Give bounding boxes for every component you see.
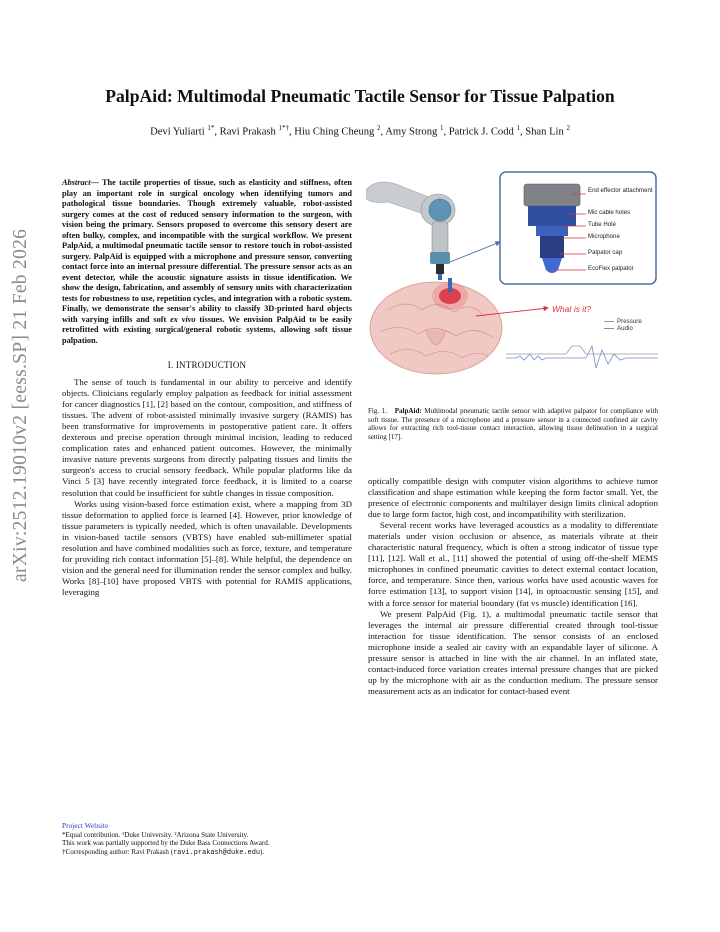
legend-swatch-audio: [604, 328, 614, 329]
figure-legend: Pressure Audio: [604, 318, 660, 340]
figure-question: What is it?: [552, 304, 592, 314]
section-heading-introduction: I. INTRODUCTION: [167, 360, 247, 370]
paragraph: The sense of touch is fundamental in our ability to perceive and identify objects. Clinicians regularly employ palpation as feedback for initial assessment for cancer diagnostics [1], [2] based on the contour, composition, and stiffness of tissues. The advent of robot-assisted minimally invasive surgery (RAMIS) has been transformative for improvements in postoperative patient care. It offers dexterous and precise operation through minimal incision, leading to reduced complication rates and enhanced patient outcomes. However, the minimally invasive nature prevents surgeons from directly palpating tissues and limits the surgeon's access to crucial sensory feedback. While popular platforms like da Vinci 5 [3] have recently integrated force feedback, it is limited to a coarse resolution that could be insufficient for subtle changes in tissue composition.: [62, 377, 352, 498]
right-column: [368, 476, 658, 697]
figure-label: Mic cable holes: [588, 209, 630, 216]
footnotes: Project Website *Equal contribution. ¹Duke University. ²Arizona State University. This work was partially supported by the Duke Bass Connections Award. †Corresponding author: Ravi Prakash (ravi.prakash@duke.edu).: [62, 822, 362, 857]
legend-swatch-pressure: [604, 321, 614, 322]
figure-1: [366, 170, 660, 402]
paper-title: PalpAid: Multimodal Pneumatic Tactile Sensor for Tissue Palpation: [105, 86, 615, 106]
paragraph: optically compatible design with computer vision algorithms to achieve tumor classification and shape estimation while keeping the form factor small. Yet, the presence of electronic components and multilayer design limits clinical adoption due to large form factor, high cost, and incompatibility with sterilization.: [368, 476, 658, 520]
figure-label: Tube Hole: [588, 221, 616, 228]
robot-arm: [366, 182, 455, 280]
paragraph: Several recent works have leveraged acoustics as a modality to differentiate materials under vision occlusion or absence, as materials vibrate at their characteristic natural frequency, which is often a strong indicator of tissue type [11], [12]. Wall et al., [11] showed the potential of using off-the-shelf MEMS microphones in confined pneumatic cavities to detect external contact location, force, and temperature. Since then, various works have used acoustic waves for force estimation [13], to support vision [14], in optoacoustic sensing [15], and with a force sensor for material boundary (fat vs muscle) identification [16].: [368, 520, 658, 608]
abstract: Abstract— The tactile properties of tissue, such as elasticity and stiffness, often play an important role in surgical oncology when identifying tumors and pathological tissue boundaries. Though extremely valuable, robot-assisted surgery comes at the cost of reduced sensory information to the surgeon, with vision being the primary. Sensors proposed to overcome this sensory desert are often bulky, complex, and incompatible with the surgical workflow. We present PalpAid, a multimodal pneumatic tactile sensor to restore touch in robot-assisted surgery. PalpAid is equipped with a microphone and pressure sensor, converting contact force into an internal pressure differential. The pressure sensor acts as an event detector, while the acoustic signature assists in tissue identification. We show the design, fabrication, and assembly of sensory units with characterization tests for robustness to use, repetition cycles, and integration with a robotic system. Finally, we demonstrate the sensor's ability to classify 3D-printed hard objects with varying infills and soft ex vivo tissues. We envision PalpAid to be easily retrofitted with existing surgical/general robotic systems, allowing soft tissue palpation.: [62, 178, 352, 345]
left-column: [62, 178, 352, 598]
paragraph: We present PalpAid (Fig. 1), a multimodal pneumatic tactile sensor that leverages the internal air pressure differential created through tool-tissue interaction for tissue identification. The sensor consists of an enclosed microphone inside a sealed air cavity with an expandable layer of silicone. A pressure sensor is attached in line with the air channel. In an inflated state, contact-induced force variation creates internal pressure changes that are picked up by the microphone with air as the conduction medium. The pressure sensor measurement acts as an indicator for contact-based event: [368, 608, 658, 696]
figure-label: EcoFlex palpator: [588, 265, 634, 272]
arxiv-identifier: arXiv:2512.19010v2 [eess.SP] 21 Feb 2026: [10, 228, 31, 582]
figure-label: Palpator cap: [588, 249, 623, 256]
author-list: Devi Yuliarti $^{1*}$, Ravi Prakash $^{1*\dagger}$, Hiu Ching Cheung $^2$, Amy Strong $^1$, Patrick J. Codd $^1$, Shan Lin $^2$: [150, 124, 570, 138]
email-address: ravi.prakash@duke.edu: [173, 848, 260, 857]
paragraph: Works using vision-based force estimation exist, where a mapping from 3D tissue deformation to applied force is learned [4]. However, prior knowledge of tissue parameters is typically needed, which is often unavailable. Developments in vision-based tactile sensors (VBTS) have enabled sub-millimeter spatial resolution and have combined modalities such as force, texture, and temperature for providing rich contact information [5]–[8]. While helpful, the dependence on vision and the general need for illumination render the sensor complex and bulky. Works [8]–[10] have proposed VBTS with potential for RAMIS applications, leveraging: [62, 498, 352, 597]
figure-1-illustration: [366, 170, 660, 402]
signal-traces: [506, 346, 658, 368]
figure-label: Microphone: [588, 233, 620, 240]
figure-1-caption: Fig. 1. PalpAid: Multimodal pneumatic tactile sensor with adaptive palpator for compliance with soft tissue. The presence of a microphone and a pressure sensor in a connected confined air cavity allows for extracting rich tool-tissue contact interaction, allowing tissue delineation in a surgical setting [17].: [368, 407, 658, 441]
figure-label: End effector attachment: [588, 187, 653, 194]
project-website-link[interactable]: Project Website: [62, 821, 109, 830]
brain-illustration: [370, 278, 502, 374]
